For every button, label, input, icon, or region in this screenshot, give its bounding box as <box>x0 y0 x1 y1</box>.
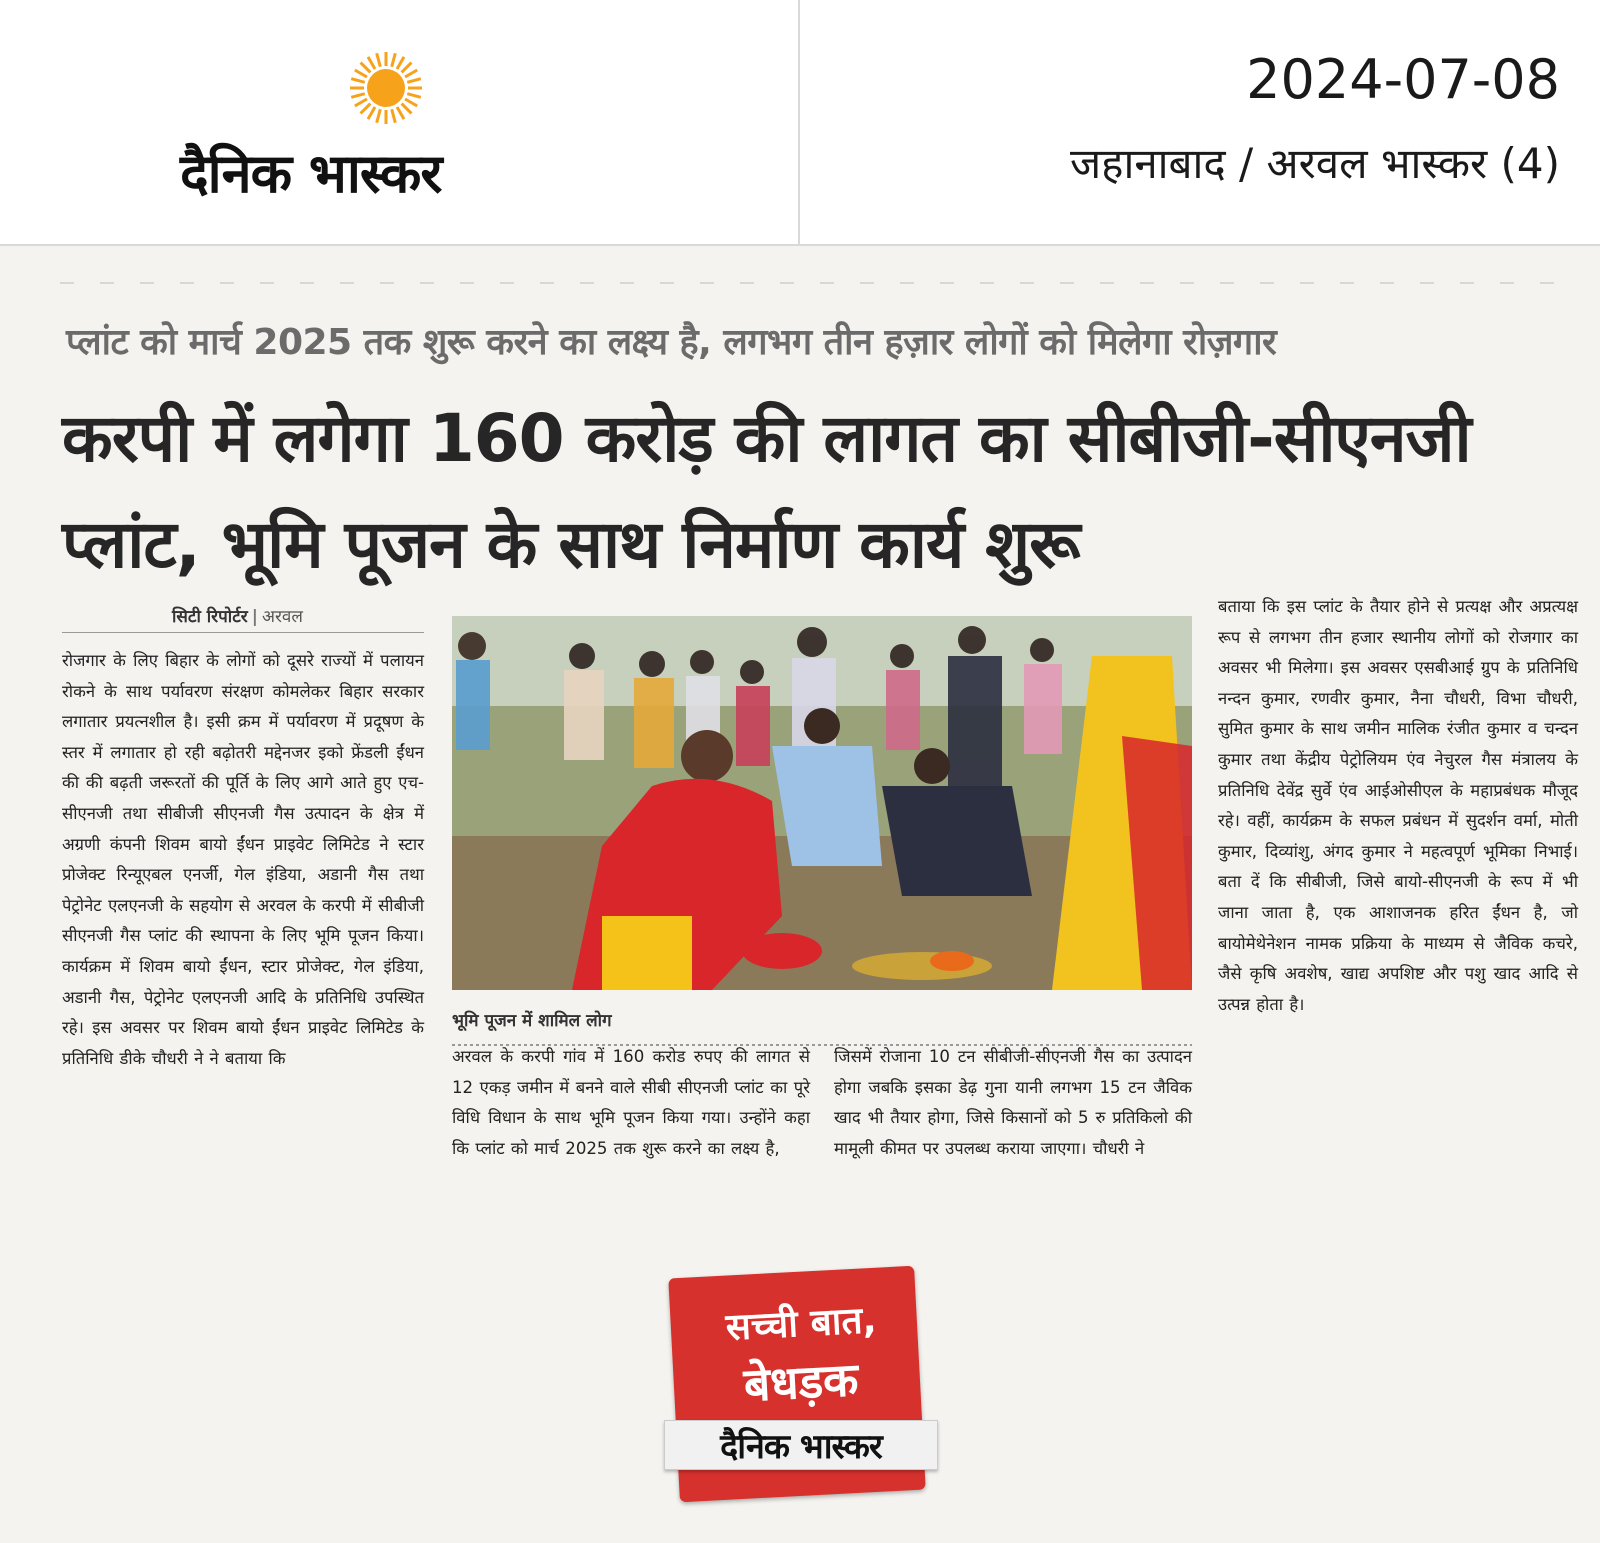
page-header <box>0 0 1600 245</box>
edition-name: जहानाबाद / अरवल भास्कर (4) <box>1069 139 1560 188</box>
sun-ray <box>361 63 371 73</box>
article-headline: करपी में लगेगा 160 करोड़ की लागत का सीबीजी-सीएनजी प्लांट, भूमि पूजन के साथ निर्माण कार्य शुरू <box>62 400 1471 583</box>
edition-date: 2024-07-08 <box>1246 48 1560 111</box>
photo-caption: भूमि पूजन में शामिल लोग <box>452 1011 612 1031</box>
sun-ray <box>397 107 404 119</box>
sun-ray <box>368 57 375 69</box>
sun-ray <box>377 109 381 123</box>
badge-logo-wordmark: दैनिक भास्कर <box>720 1427 882 1467</box>
sun-ray <box>407 94 421 98</box>
tagline-badge <box>664 1272 938 1504</box>
header-divider <box>798 0 800 245</box>
byline-separator: | <box>251 607 258 627</box>
sun-icon <box>348 50 424 126</box>
sun-ray <box>392 53 396 67</box>
article-column-2: अरवल के करपी गांव में 160 करोड रुपए की लागत से 12 एकड़ जमीन में बनने वाले सीबी सीएनजी प्लांट का पूरे विधि विधान के साथ भूमि पूजन किया गया। उन्होंने कहा कि प्लांट को मार्च 2025 तक शुरू करने का लक्ष्य है, <box>452 1047 810 1158</box>
sun-ray <box>402 63 412 73</box>
article-column-4: बताया कि इस प्लांट के तैयार होने से प्रत्यक्ष और अप्रत्यक्ष रूप से लगभग तीन हजार स्थानीय लोगों को रोजगार का अवसर भी मिलेगा। इस अवसर एसबीआई ग्रुप के प्रतिनिधि नन्दन कुमार, रणवीर कुमार, नैना चौधरी, विभा चौधरी, सुमित कुमार के साथ जमीन मालिक रंजीत कुमार व चन्दन कुमार तथा केंद्रीय पेट्रोलियम एंव नेचुरल गैस मंत्रालय के प्रतिनिधि देवेंद्र सुर्वे एंव आईओसीएल के महाप्रबंधक मौजूद रहे। वहीं, कार्यक्रम के सफल प्रबंधन में सुदर्शन वर्मा, मोती कुमार, दिव्यांशु, अंगद कुमार ने महत्वपूर्ण भूमिका निभाई। बता दें कि सीबीजी, जिसे बायो-सीएनजी के रूप में भी जाना जाता है, एक आशाजनक हरित ईंधन है, जो बायोमेथेनेशन नामक प्रक्रिया के माध्यम से जैविक कचरे, जैसे कृषि अवशेष, खाद्य अपशिष्ट और पशु खाद आदि से उत्पन्न होता है। <box>1218 597 1578 1014</box>
photo-illustration <box>452 616 1192 990</box>
byline-reporter: सिटी रिपोर्टर <box>172 607 248 627</box>
sun-ray <box>392 109 396 123</box>
sun-ray <box>368 107 375 119</box>
clipping-top-rule <box>60 282 1560 284</box>
sun-ray <box>405 99 417 106</box>
article-kicker: प्लांट को मार्च 2025 तक शुरू करने का लक्ष्य है, लगभग तीन हज़ार लोगों को मिलेगा रोज़गार <box>66 322 1277 363</box>
badge-tagline-line-1: सच्ची बात, <box>724 1298 878 1349</box>
sun-ray <box>355 70 367 77</box>
article-column-1: रोजगार के लिए बिहार के लोगों को दूसरे राज्यों में पलायन रोकने के साथ पर्यावरण संरक्षण कोमलेकर बिहार सरकार लगातार प्रयत्नशील है। इसी क्रम में पर्यावरण में प्रदूषण के स्तर में लगातार हो रही बढ़ोतरी मद्देनजर इको फ्रेंडली ईंधन की की बढ़ती जरूरतों की पूर्ति के लिए आगे आते हुए एच-सीएनजी तथा सीबीजी सीएनजी गैस उत्पादन के क्षेत्र में अग्रणी कंपनी शिवम बायो ईंधन प्राइवेट लिमिटेड ने स्टार प्रोजेक्ट रिन्यूएबल एनर्जी, गेल इंडिया, अडानी गैस तथा पेट्रोनेट एलएनजी के सहयोग से अरवल के करपी में सीबीजी सीएनजी गैस प्लांट की स्थापना के लिए भूमि पूजन किया। कार्यक्रम में शिवम बायो ईंधन, स्टार प्रोजेक्ट, गेल इंडिया, अडानी गैस, पेट्रोनेट एलएनजी आदि के प्रतिनिधि उपस्थित रहे। इस अवसर पर शिवम बायो ईंधन प्राइवेट लिमिटेड के प्रतिनिधि डीके चौधरी ने ने बताया कि <box>62 651 424 1068</box>
logo-wordmark: दैनिक भास्कर <box>180 142 442 205</box>
byline-place: अरवल <box>261 607 303 627</box>
sun-ray <box>351 79 365 83</box>
sun-ray <box>407 79 421 83</box>
sun-ray <box>405 70 417 77</box>
news-photo <box>452 616 1192 990</box>
byline-rule <box>62 632 424 633</box>
byline <box>172 604 303 627</box>
sun-ray <box>377 53 381 67</box>
sun-ray <box>351 94 365 98</box>
sun-ray <box>402 104 412 114</box>
article-column-3: जिसमें रोजाना 10 टन सीबीजी-सीएनजी गैस का उत्पादन होगा जबकि इसका डेढ़ गुना यानी लगभग 15 टन जैविक खाद भी तैयार होगा, जिसे किसानों को 5 रु प्रतिकिलो की मामूली कीमत पर उपलब्ध कराया जाएगा। चौधरी ने <box>834 1047 1192 1158</box>
sun-ray <box>361 104 371 114</box>
badge-tagline-line-2: बेधड़क <box>742 1352 860 1412</box>
sun-ray <box>397 57 404 69</box>
sun-ray <box>355 99 367 106</box>
dainik-bhaskar-logo <box>180 50 600 205</box>
